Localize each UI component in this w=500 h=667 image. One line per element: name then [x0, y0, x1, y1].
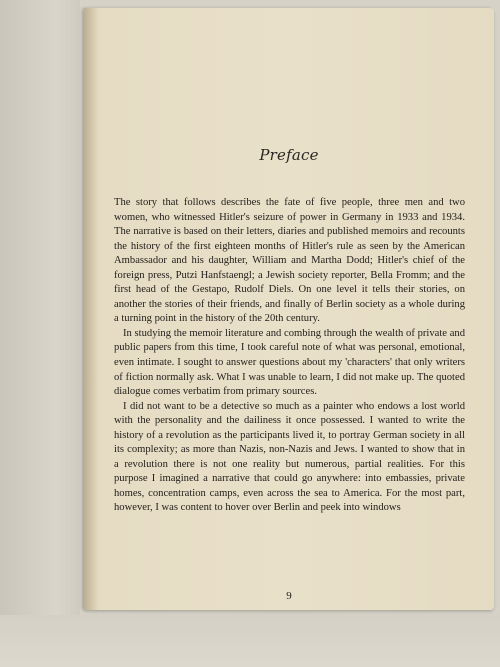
chapter-heading: Preface [259, 146, 319, 164]
body-text [114, 196, 465, 516]
paragraph-3: I did not want to be a detective so much as a painter who endows a lost world with the personality and the dailiness it once possessed. I wanted to write the history of a revolution as the participants lived it, to portray German society in all its complexity; as more than Nazis, non-Nazis and Jews. I wanted to show that in a revolution there is not one reality but numerous, partial realities. For this purpose I imagined a narrative that could go anywhere: into embassies, private homes, concentration camps, even across the sea to America. For the most part, however, I was content to hover over Berlin and peek into windows [114, 400, 465, 514]
book-page [84, 8, 494, 610]
page-number: 9 [286, 590, 292, 602]
paragraph-1: The story that follows describes the fate of five people, three men and two women, who witnessed Hitler's seizure of power in Germany in 1933 and 1934. The narrative is based on their letters, diaries and published memoirs and recounts the history of the first eighteen months of Hitler's rule as seen by the American Ambassador and his daughter, William and Martha Dodd; Hitler's chief of the foreign press, Putzi Hanfstaengl; a Jewish society reporter, Bella Fromm; and the first head of the Gestapo, Rudolf Diels. On one level it tells their stories, on another the stories of their friends, and finally of Berlin society as a whole during a turning point in the history of the 20th century. [114, 197, 465, 325]
page-gutter-shadow [84, 8, 98, 610]
background-left [0, 0, 80, 667]
paragraph-2: In studying the memoir literature and combing through the wealth of private and public papers from this time, I took careful note of what was personal, emotional, even intimate. I sought to answer questions about my 'characters' that only writers of fiction normally ask. What I was unable to learn, I did not make up. The quoted dialogue comes verbatim from primary sources. [114, 327, 465, 398]
background-bottom [0, 615, 500, 667]
